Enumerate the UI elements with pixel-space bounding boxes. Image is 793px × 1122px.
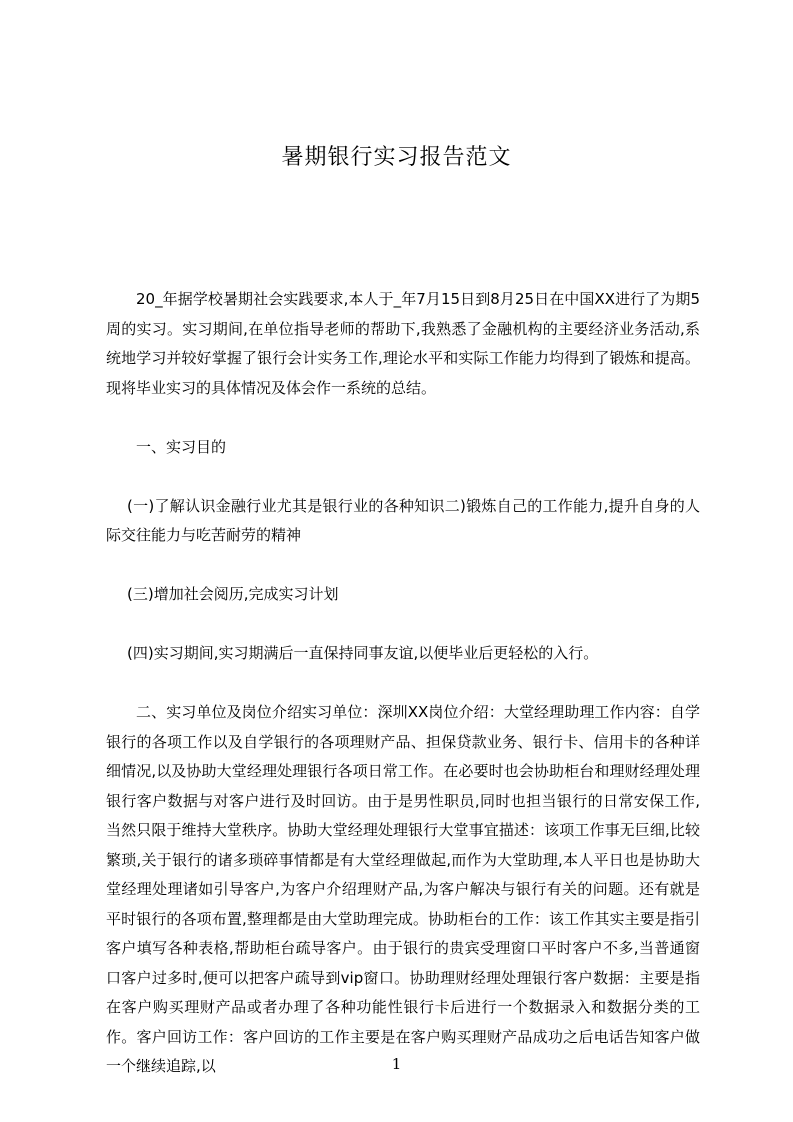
- paragraph-gap: [106, 462, 700, 492]
- heading-internship-purpose: 一、实习目的: [136, 437, 227, 456]
- paragraph-gap: [106, 669, 700, 699]
- document-title: 暑期银行实习报告范文: [281, 145, 512, 170]
- paragraph-purpose-3: (三)增加社会阅历,完成实习计划: [127, 585, 339, 603]
- paragraph-gap: [106, 610, 700, 640]
- paragraph-purpose-4: (四)实习期间,实习期满后一直保持同事友谊,以便毕业后更轻松的入行。: [127, 644, 599, 662]
- paragraph-purpose-1-2: (一)了解认识金融行业尤其是银行业的各种知识二)锻炼自己的工作能力,提升自身的人际交往能力与吃苦耐劳的精神: [106, 496, 700, 544]
- page-number: 1: [391, 1055, 402, 1073]
- paragraph-unit-and-position: 二、实习单位及岗位介绍实习单位：深圳XX岗位介绍：大堂经理助理工作内容：自学银行的各项工作以及自学银行的各项理财产品、担保贷款业务、银行卡、信用卡的各种详细情况,以及协助大堂经理处理银行各项日常工作。在必要时也会协助柜台和理财经理处理银行客户数据与对客户进行及时回访。由于是男性职员,同时也担当银行的日常安保工作,当然只限于维持大堂秩序。协助大堂经理处理银行大堂事宜描述：该项工作事无巨细,比较繁琐,关于银行的诸多琐碎事情都是有大堂经理做起,而作为大堂助理,本人平日也是协助大堂经理处理诸如引导客户,为客户介绍理财产品,为客户解决与银行有关的问题。还有就是平时银行的各项布置,整理都是由大堂助理完成。协助柜台的工作：该工作其实主要是指引客户填写各种表格,帮助柜台疏导客户。由于银行的贵宾受理窗口平时客户不多,当普通窗口客户过多时,便可以把客户疏导到vip窗口。协助理财经理处理银行客户数据：主要是指在客户购买理财产品或者办理了各种功能性银行卡后进行一个数据录入和数据分类的工作。客户回访工作：客户回访的工作主要是在客户购买理财产品成功之后电话告知客户做一个继续追踪,以: [106, 703, 700, 1075]
- paragraph-gap: [106, 551, 700, 581]
- paragraph-intro: 20_年据学校暑期社会实践要求,本人于_年7月15日到8月25日在中国XX进行了为期5周的实习。实习期间,在单位指导老师的帮助下,我熟悉了金融机构的主要经济业务活动,系统地学习并较好掌握了银行会计实务工作,理论水平和实际工作能力均得到了锻炼和提高。现将毕业实习的具体情况及体会作一系统的总结。: [106, 290, 700, 397]
- document-body: [106, 285, 700, 1082]
- paragraph-gap: [106, 403, 700, 433]
